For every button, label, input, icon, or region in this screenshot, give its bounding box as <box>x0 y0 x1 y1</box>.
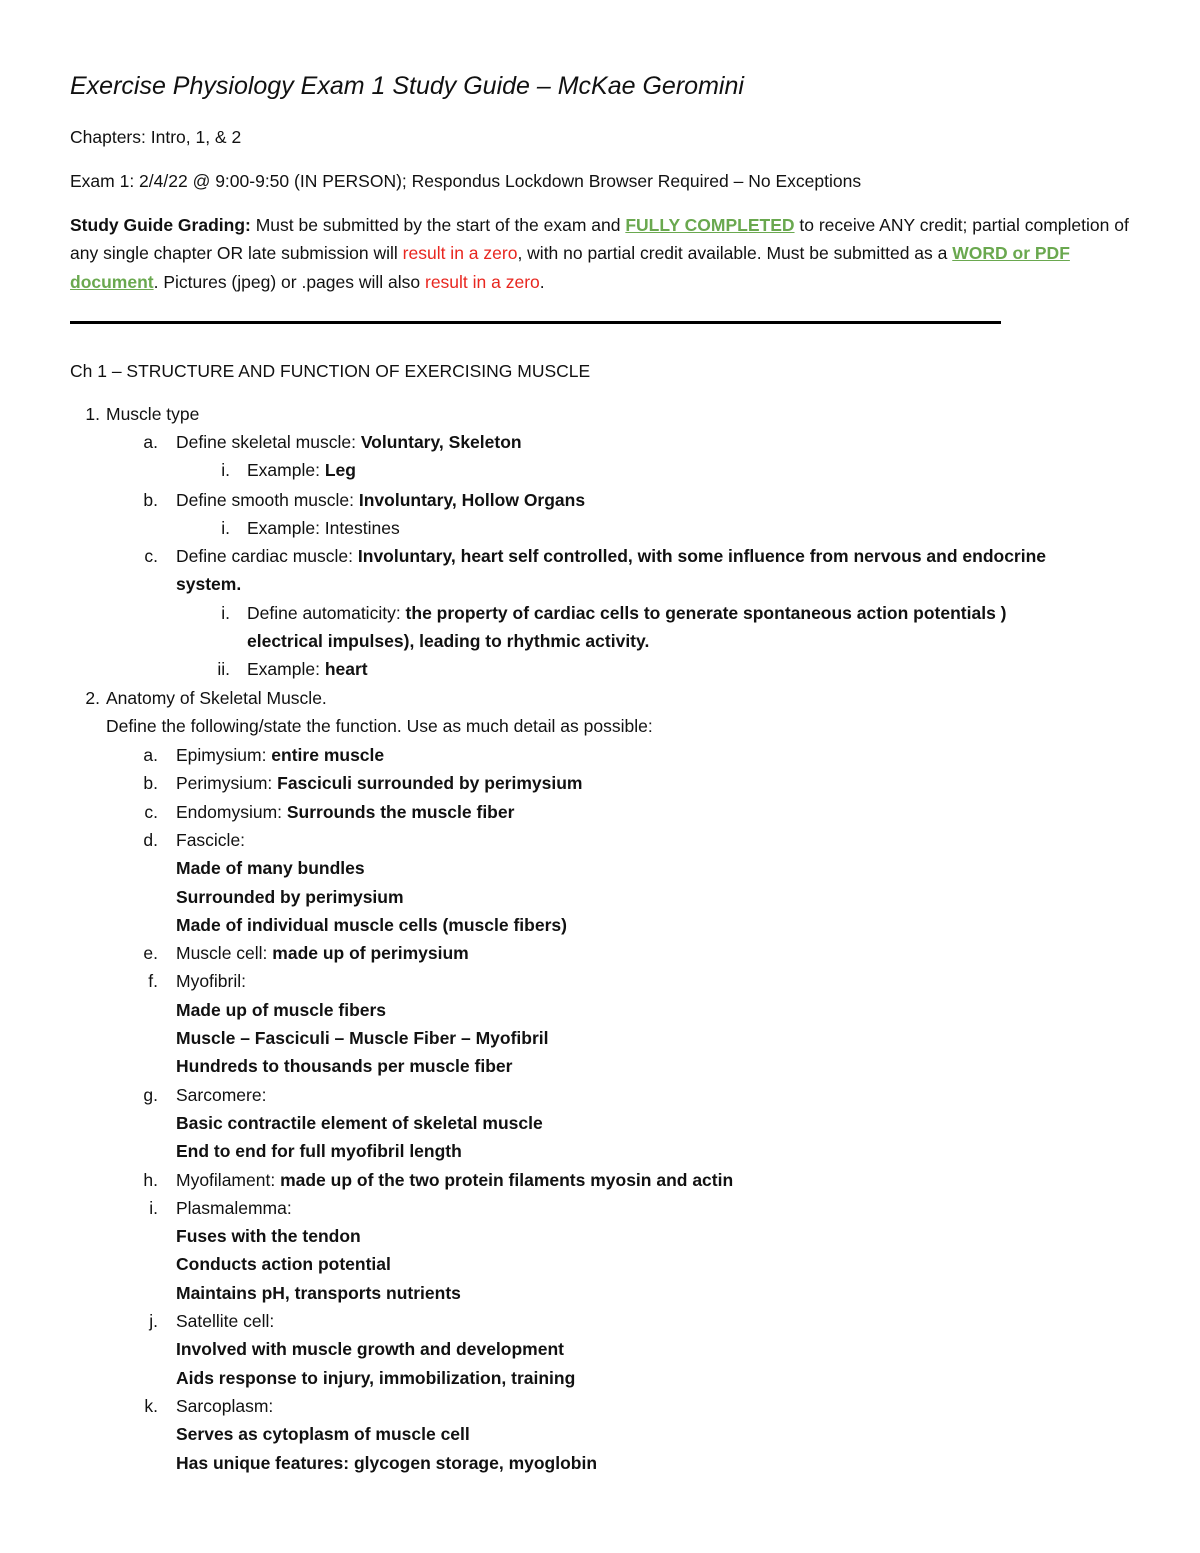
question-2-instruction: Define the following/state the function. Use as much detail as possible: <box>106 716 653 736</box>
list-marker: b. <box>143 773 158 793</box>
list-item: Epimysium: entire muscle <box>176 745 385 765</box>
list-item-answer: Made up of muscle fibers <box>176 1000 387 1020</box>
grading-text-4: . Pictures (jpeg) or .pages will also <box>153 271 425 292</box>
document-title: Exercise Physiology Exam 1 Study Guide – McKae Geromini <box>70 72 744 100</box>
list-item: Example: Intestines <box>247 518 400 538</box>
list-item: Fascicle: <box>176 830 246 850</box>
list-item: Define smooth muscle: Involuntary, Hollow Organs <box>176 490 586 510</box>
list-item-answer: Made of individual muscle cells (muscle fibers) <box>176 915 567 935</box>
grading-text-1: Must be submitted by the start of the exam and <box>250 215 626 235</box>
list-marker: i. <box>221 460 230 480</box>
list-marker: i. <box>221 518 230 538</box>
list-item: Sarcomere: <box>176 1085 267 1105</box>
list-item-answer: Fuses with the tendon <box>176 1226 361 1246</box>
list-item: Define skeletal muscle: Voluntary, Skeleton <box>176 432 522 452</box>
list-marker: c. <box>144 802 158 822</box>
question-1-label: Muscle type <box>106 404 200 424</box>
list-item-answer: Serves as cytoplasm of muscle cell <box>176 1424 470 1444</box>
list-item: Endomysium: Surrounds the muscle fiber <box>176 802 515 822</box>
list-marker: g. <box>143 1085 158 1105</box>
list-item-answer: Muscle – Fasciculi – Muscle Fiber – Myofibril <box>176 1028 549 1048</box>
grading-text-3: , with no partial credit available. Must be submitted as a <box>517 243 953 264</box>
list-marker: 2. <box>85 688 100 708</box>
list-item: Muscle cell: made up of perimysium <box>176 943 469 963</box>
list-item: Myofibril: <box>176 971 247 991</box>
list-marker: 1. <box>85 404 100 424</box>
list-item: Define cardiac muscle: Involuntary, heart self controlled, with some influence from nervous and endocrine <box>176 546 1047 566</box>
list-item-answer: Conducts action potential <box>176 1254 391 1274</box>
zero-warning-1: result in a zero <box>402 243 518 264</box>
horizontal-divider <box>70 321 1001 324</box>
list-item-answer: Maintains pH, transports nutrients <box>176 1283 461 1303</box>
list-item-continuation: system. <box>176 574 242 594</box>
list-marker: h. <box>143 1170 158 1190</box>
list-marker: k. <box>144 1396 158 1416</box>
list-item-answer: Has unique features: glycogen storage, myoglobin <box>176 1453 598 1473</box>
list-item-answer: Involved with muscle growth and development <box>176 1339 564 1359</box>
list-item-answer: End to end for full myofibril length <box>176 1141 462 1161</box>
list-item: Satellite cell: <box>176 1311 275 1331</box>
list-item-answer: Basic contractile element of skeletal muscle <box>176 1113 543 1133</box>
chapters-line: Chapters: Intro, 1, & 2 <box>70 127 242 147</box>
grading-label: Study Guide Grading: <box>70 215 251 235</box>
list-item-answer: Surrounded by perimysium <box>176 887 404 907</box>
grading-text-2: to receive ANY credit; partial completion of any single chapter OR late submission will <box>70 215 1129 264</box>
list-item: Example: Leg <box>247 460 356 480</box>
list-marker: i. <box>149 1198 158 1218</box>
question-2-label: Anatomy of Skeletal Muscle. <box>106 688 327 708</box>
list-marker: a. <box>143 432 158 452</box>
list-item: Example: heart <box>247 659 368 679</box>
list-item-answer: Hundreds to thousands per muscle fiber <box>176 1056 513 1076</box>
list-marker: i. <box>221 603 230 623</box>
list-item-answer: Made of many bundles <box>176 858 365 878</box>
list-marker: c. <box>144 546 158 566</box>
grading-paragraph <box>70 211 1140 296</box>
zero-warning-2: result in a zero <box>425 271 540 292</box>
word-pdf-highlight: WORD or PDF document <box>70 243 1070 292</box>
list-marker: d. <box>143 830 158 850</box>
list-item-continuation: electrical impulses), leading to rhythmic activity. <box>247 631 650 651</box>
list-marker: e. <box>143 943 158 963</box>
list-marker: f. <box>148 971 158 991</box>
list-item: Define automaticity: the property of cardiac cells to generate spontaneous action potentials ) <box>247 603 1007 623</box>
list-item: Perimysium: Fasciculi surrounded by perimysium <box>176 773 583 793</box>
list-item: Plasmalemma: <box>176 1198 292 1218</box>
list-item-answer: Aids response to injury, immobilization, training <box>176 1368 576 1388</box>
list-item: Myofilament: made up of the two protein filaments myosin and actin <box>176 1170 734 1190</box>
chapter-heading: Ch 1 – STRUCTURE AND FUNCTION OF EXERCISING MUSCLE <box>70 361 591 381</box>
fully-completed-highlight: FULLY COMPLETED <box>625 215 795 235</box>
list-marker: ii. <box>217 659 230 679</box>
list-marker: b. <box>143 490 158 510</box>
list-marker: a. <box>143 745 158 765</box>
grading-text-5: . <box>539 271 545 292</box>
list-item: Sarcoplasm: <box>176 1396 274 1416</box>
list-marker: j. <box>149 1311 158 1331</box>
exam-line: Exam 1: 2/4/22 @ 9:00-9:50 (IN PERSON); Respondus Lockdown Browser Required – No Exceptions <box>70 171 862 191</box>
